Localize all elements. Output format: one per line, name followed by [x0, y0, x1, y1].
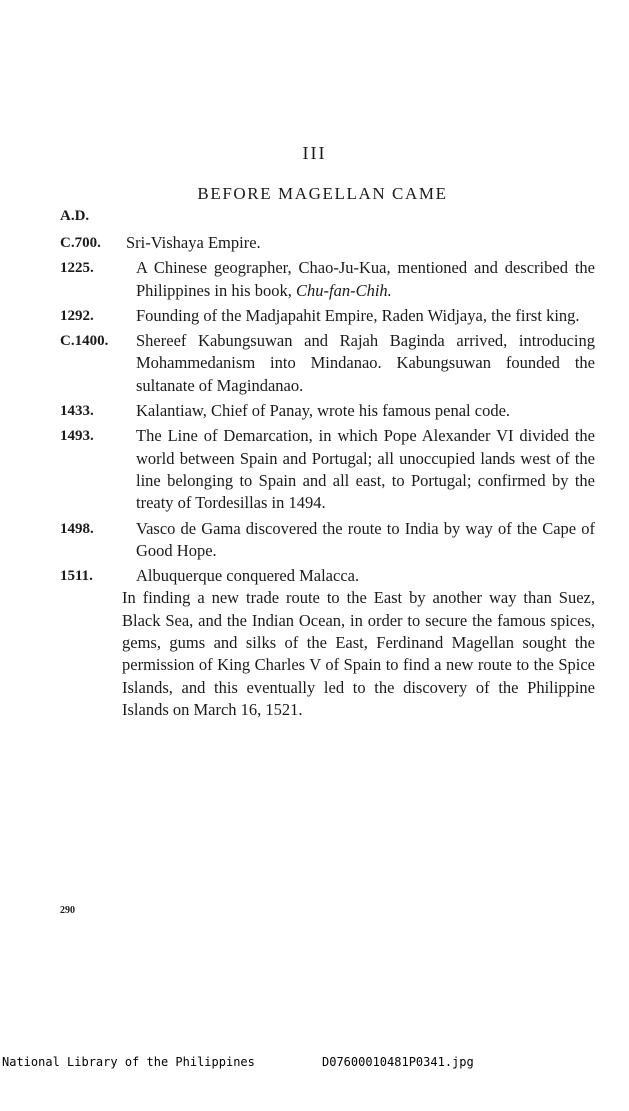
timeline-entries [60, 232, 595, 721]
entry-year: 1225. [60, 260, 94, 277]
timeline-entry [60, 305, 595, 327]
timeline-entry [60, 330, 595, 397]
entry-text: Sri-Vishaya Empire. [126, 233, 261, 252]
entry-year: 1433. [60, 403, 94, 420]
scan-footer [0, 1055, 629, 1070]
entry-year: C.1400. [60, 333, 109, 350]
entry-year: 1511. [60, 568, 93, 585]
entry-text: The Line of Demarcation, in which Pope Alexander VI divided the world between Spain and Portugal; all unoccupied lands west of the line belonging to Spain and all east, to Portugal; confirmed by the treaty of Tordesillas in 1494. [136, 426, 595, 513]
entry-text: A Chinese geographer, Chao-Ju-Kua, mentioned and described the Philippines in his book, [136, 258, 595, 300]
chapter-number: III [302, 143, 327, 163]
entry-text: Albuquerque conquered Malacca. [136, 566, 360, 586]
timeline-entry [60, 518, 595, 563]
entry-year: 1292. [60, 307, 94, 324]
entry-year: 1493. [60, 428, 94, 445]
timeline-entry [60, 232, 595, 254]
timeline-entry [60, 565, 595, 587]
book-title: Chu-fan-Chih. [295, 280, 392, 300]
closing-paragraph: In finding a new trade route to the East by another way than Suez, Black Sea, and the Indian Ocean, in order to secure the famous spices, gems, gums and silks of the East, Ferdinand Magellan sought the permission of King Charles V of Spain to find a new route to the Spice Islands, and this eventually led to the discovery of the Philippine Islands on March 16, 1521. [122, 588, 595, 719]
entry-text: Founding of the Madjapahit Empire, Raden Widjaya, the first king. [136, 305, 580, 325]
entry-text: Shereef Kabungsuwan and Rajah Baginda arrived, introducing Mohammedanism into Mindanao. Kabungsuwan founded the sultanate of Magindanao. [136, 331, 595, 395]
entry-text: Kalantiaw, Chief of Panay, wrote his famous penal code. [136, 401, 511, 421]
page-number: 290 [60, 905, 75, 916]
library-credit: National Library of the Philippines [2, 1055, 255, 1069]
entry-year: 1498. [60, 520, 94, 537]
timeline-entry [60, 400, 595, 422]
entry-year: C.700. [60, 235, 101, 251]
timeline-entry [60, 257, 595, 302]
timeline-entry [60, 425, 595, 514]
era-label: A.D. [60, 208, 90, 224]
chapter-title: BEFORE MAGELLAN CAME [197, 184, 448, 203]
file-identifier: D07600010481P0341.jpg [322, 1055, 474, 1069]
entry-text: Vasco de Gama discovered the route to India by way of the Cape of Good Hope. [136, 518, 595, 560]
